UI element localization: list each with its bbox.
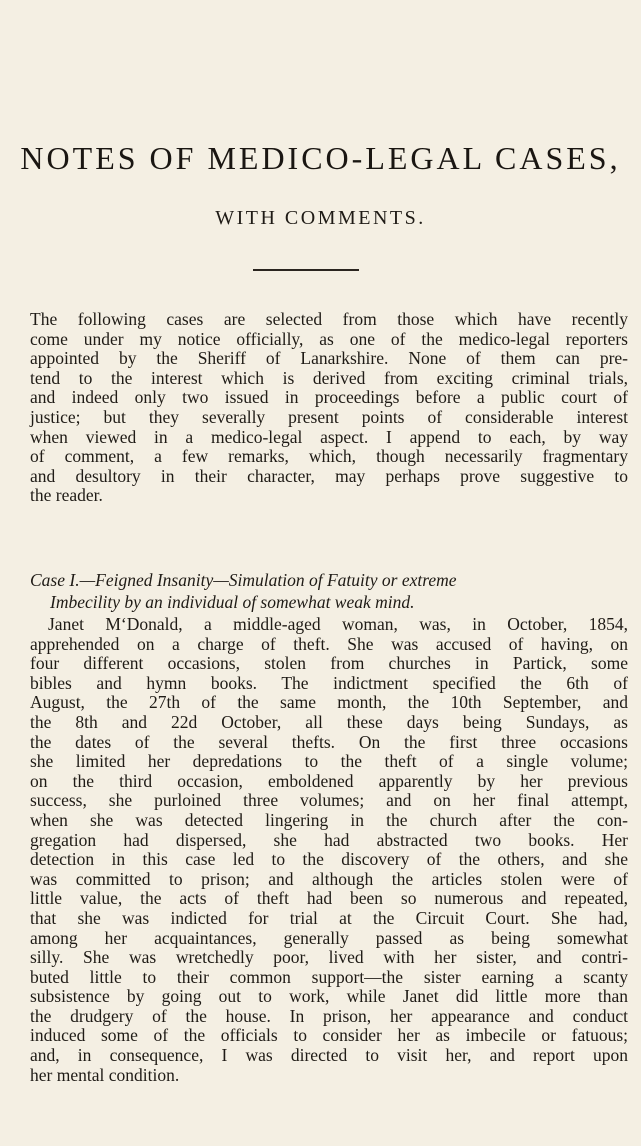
intro-line: The following cases are selected from those which have recently: [30, 309, 628, 329]
intro-line: and desultory in their character, may perhaps prove suggestive to: [30, 465, 628, 486]
body-line: the drudgery of the house. In prison, her appearance and conduct: [30, 1005, 628, 1026]
body-line: August, the 27th of the same month, the 10th September, and: [30, 692, 628, 713]
body-line: was committed to prison; and although the articles stolen were of: [30, 868, 628, 889]
body-line: when she was detected lingering in the church after the con-: [30, 809, 628, 830]
body-line: on the third occasion, emboldened apparently by her previous: [30, 770, 628, 791]
body-line: subsistence by going out to work, while Janet did little more than: [30, 986, 628, 1007]
intro-paragraph: [30, 310, 628, 506]
intro-line: of comment, a few remarks, which, though necessarily fragmentary: [30, 446, 628, 467]
case-heading-line-1: Case I.—Feigned Insanity—Simulation of Fatuity or extreme: [30, 570, 457, 590]
intro-line: justice; but they severally present points of considerable interest: [30, 406, 628, 427]
intro-line: when viewed in a medico-legal aspect. I append to each, by way: [30, 426, 628, 447]
intro-line: the reader.: [30, 485, 103, 506]
body-line: four different occasions, stolen from churches in Partick, some: [30, 653, 628, 674]
page-title: NOTES OF MEDICO-LEGAL CASES,: [20, 140, 621, 176]
body-line: bibles and hymn books. The indictment specified the 6th of: [30, 672, 628, 693]
body-line: the dates of the several thefts. On the first three occasions: [30, 731, 628, 752]
intro-line: appointed by the Sheriff of Lanarkshire. None of them can pre-: [30, 348, 628, 369]
case-heading-line-2: Imbecility by an individual of somewhat weak mind.: [50, 592, 415, 612]
body-line: her mental condition.: [30, 1064, 180, 1085]
body-line: apprehended on a charge of theft. She was accused of having, on: [30, 633, 628, 654]
body-line: success, she purloined three volumes; and on her final attempt,: [30, 790, 628, 811]
intro-line: and indeed only two issued in proceedings before a public court of: [30, 387, 628, 408]
case-body-paragraph: [30, 615, 628, 1085]
body-line: that she was indicted for trial at the Circuit Court. She had,: [30, 907, 628, 928]
body-line: she limited her depredations to the theft of a single volume;: [30, 751, 628, 772]
body-line: little value, the acts of theft had been so numerous and repeated,: [30, 888, 628, 909]
intro-line: tend to the interest which is derived from exciting criminal trials,: [30, 367, 628, 388]
body-line: the 8th and 22d October, all these days being Sundays, as: [30, 711, 628, 732]
body-line: Janet M‘Donald, a middle-aged woman, was, in October, 1854,: [48, 614, 628, 634]
title-divider: [253, 269, 359, 271]
body-line: and, in consequence, I was directed to visit her, and report upon: [30, 1045, 628, 1066]
body-line: detection in this case led to the discovery of the others, and she: [30, 849, 628, 870]
body-line: induced some of the officials to consider her as imbecile or fatuous;: [30, 1025, 628, 1046]
intro-line: come under my notice officially, as one of the medico-legal reporters: [30, 328, 628, 349]
body-line: gregation had dispersed, she had abstracted two books. Her: [30, 829, 628, 850]
page-subtitle: WITH COMMENTS.: [215, 207, 426, 229]
case-heading: [30, 569, 628, 613]
body-line: buted little to their common support—the sister earning a scanty: [30, 966, 628, 987]
body-line: among her acquaintances, generally passed as being somewhat: [30, 927, 628, 948]
body-line: silly. She was wretchedly poor, lived with her sister, and contri-: [30, 947, 628, 968]
